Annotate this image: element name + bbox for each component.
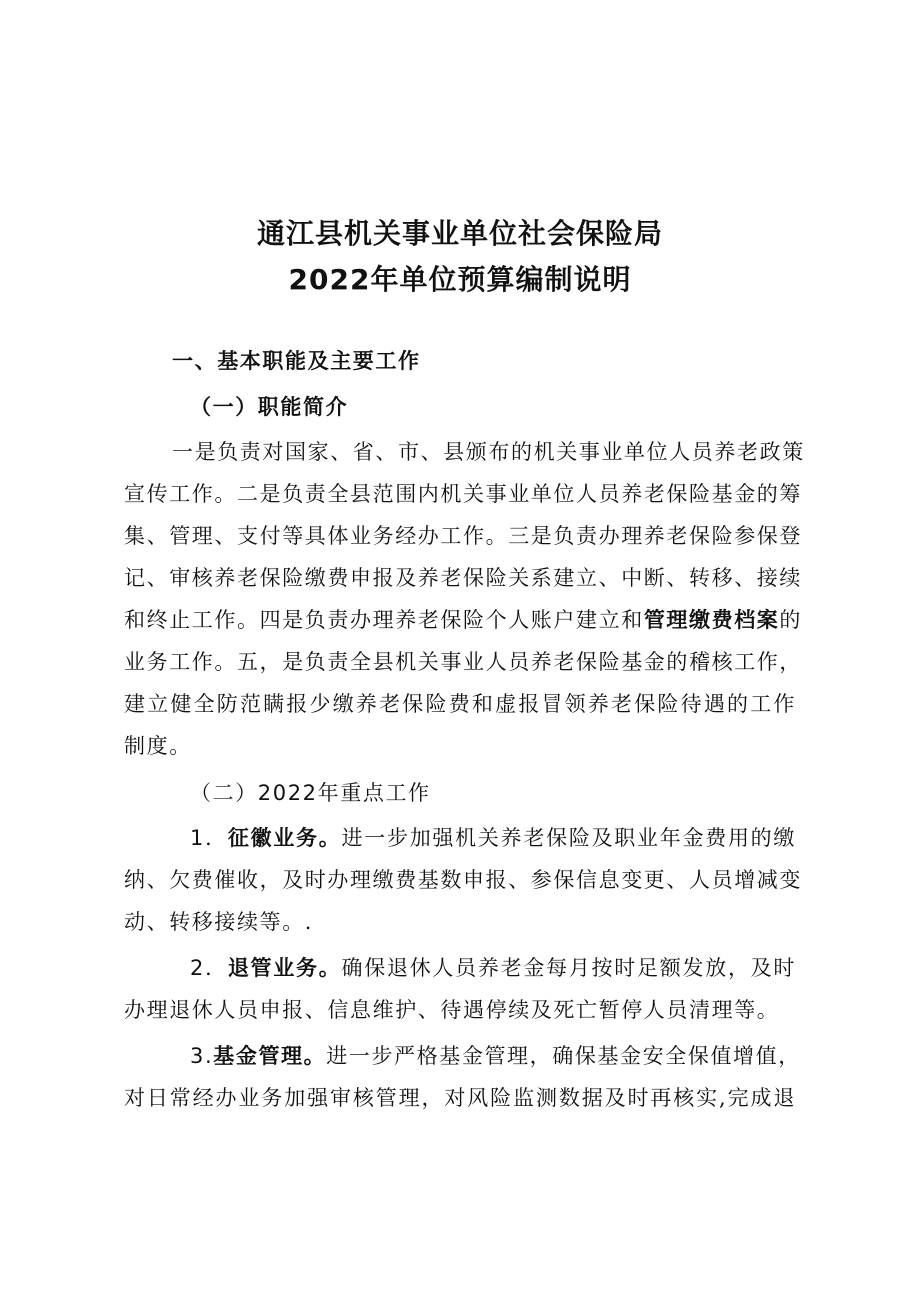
section-heading: 一、基本职能及主要工作 <box>172 349 421 373</box>
paragraph-text: 的 <box>779 608 803 632</box>
paragraph-line: 记、审核养老保险缴费申报及养老保险关系建立、中断、转移、接续 <box>124 566 802 590</box>
paragraph-line: 制度。 <box>124 734 192 758</box>
paragraph-line: 办理退休人员申报、信息维护、待遇停续及死亡暂停人员清理等。 <box>124 998 780 1022</box>
subsection-heading-key-work: （二）2022年重点工作 <box>190 781 431 805</box>
paragraph-line: 对日常经办业务加强审核管理，对风险监测数据及时再核实,完成退 <box>124 1086 796 1110</box>
item-number: 3. <box>190 1044 214 1068</box>
list-item-line <box>190 823 796 853</box>
item-text: 进一步严格基金管理，确保基金安全保值增值， <box>326 1044 801 1068</box>
document-title-line2: 2022年单位预算编制说明 <box>288 263 632 296</box>
paragraph-line: 宣传工作。二是负责全县范围内机关事业单位人员养老保险基金的筹 <box>124 482 802 506</box>
item-number: 2． <box>190 956 228 980</box>
paragraph-line: 建立健全防范瞒报少缴养老保险费和虚报冒领养老保险待遇的工作 <box>124 692 796 716</box>
emphasis-text: 管理缴费档案 <box>643 608 780 632</box>
paragraph-text: 和终止工作。四是负责办理养老保险个人账户建立和 <box>124 608 644 632</box>
paragraph-line-with-emphasis <box>124 605 803 635</box>
item-text: 进一步加强机关养老保险及职业年金费用的缴 <box>341 826 797 850</box>
item-number: 1． <box>190 826 228 850</box>
subsection-heading-intro: （一）职能简介 <box>190 395 349 419</box>
list-item-line <box>190 953 796 983</box>
document-title-line1: 通江县机关事业单位社会保险局 <box>256 217 663 250</box>
paragraph-line: 动、转移接续等。. <box>124 910 314 934</box>
paragraph-line: 业务工作。五，是负责全县机关事业人员养老保险基金的稽核工作， <box>124 650 802 674</box>
paragraph-line: 一是负责对国家、省、市、县颁布的机关事业单位人员养老政策 <box>172 440 805 464</box>
item-title: 退管业务。 <box>227 956 342 980</box>
paragraph-line: 集、管理、支付等具体业务经办工作。三是负责办理养老保险参保登 <box>124 524 802 548</box>
item-title: 征徽业务。 <box>227 826 342 850</box>
item-text: 确保退休人员养老金每月按时足额发放，及时 <box>341 956 797 980</box>
paragraph-line: 纳、欠费催收，及时办理缴费基数申报、参保信息变更、人员增减变 <box>124 868 802 892</box>
list-item-line <box>190 1041 801 1071</box>
item-title: 基金管理。 <box>213 1044 327 1068</box>
